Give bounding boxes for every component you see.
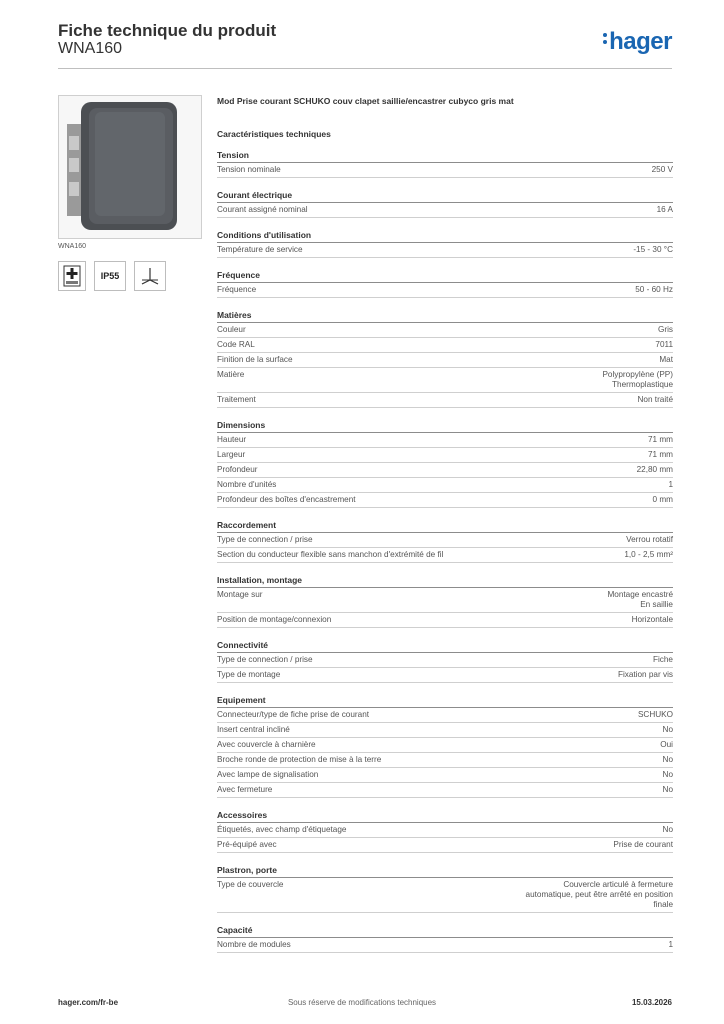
brand-logo	[603, 28, 672, 56]
spec-group-title: Plastron, porte	[217, 864, 673, 878]
spec-row	[217, 283, 673, 298]
spec-row	[217, 533, 673, 548]
spec-label: Fréquence	[217, 285, 257, 294]
spec-label: Avec fermeture	[217, 785, 273, 794]
spec-label: Avec lampe de signalisation	[217, 770, 319, 779]
spec-row	[217, 393, 673, 408]
logo-text: hager	[609, 28, 672, 55]
spec-group-title: Tension	[217, 149, 673, 163]
spec-label: Position de montage/connexion	[217, 615, 332, 624]
spec-group	[217, 269, 673, 298]
spec-label: Étiquetés, avec champ d'étiquetage	[217, 825, 347, 834]
spec-row	[217, 493, 673, 508]
spec-label: Type de couvercle	[217, 880, 284, 889]
spec-row	[217, 478, 673, 493]
socket-image-icon	[59, 96, 201, 238]
spec-group	[217, 924, 673, 953]
spec-value: No	[662, 725, 673, 734]
spec-group	[217, 864, 673, 913]
spec-value: 16 A	[656, 205, 673, 214]
spec-value: 71 mm	[647, 450, 673, 459]
spec-group	[217, 309, 673, 408]
spec-group	[217, 574, 673, 628]
spec-label: Courant assigné nominal	[217, 205, 308, 214]
spec-group-title: Courant électrique	[217, 189, 673, 203]
spec-group-title: Conditions d'utilisation	[217, 229, 673, 243]
spec-label: Tension nominale	[217, 165, 281, 174]
spec-row	[217, 463, 673, 478]
product-reference: WNA160	[58, 40, 123, 57]
spec-row	[217, 653, 673, 668]
spec-value: Mat	[659, 355, 673, 364]
spec-group	[217, 189, 673, 218]
spec-value: 1,0 - 2,5 mm²	[624, 550, 673, 559]
spec-label: Matière	[217, 370, 245, 379]
spec-group-title: Connectivité	[217, 639, 673, 653]
spec-value: No	[662, 785, 673, 794]
spec-label: Traitement	[217, 395, 256, 404]
spec-group	[217, 809, 673, 853]
spec-value: Fixation par vis	[617, 670, 673, 679]
spec-value: 0 mm	[652, 495, 673, 504]
spec-label: Température de service	[217, 245, 303, 254]
spec-row	[217, 738, 673, 753]
spec-row	[217, 448, 673, 463]
footer-date: 15.03.2026	[631, 998, 672, 1007]
mounting-badge	[134, 261, 166, 291]
spec-value: Montage encastré En saillie	[607, 590, 673, 609]
spec-row	[217, 203, 673, 218]
plus-cross-icon	[63, 265, 81, 287]
spec-label: Nombre d'unités	[217, 480, 277, 489]
spec-groups	[217, 149, 673, 953]
spec-value: No	[662, 770, 673, 779]
spec-group	[217, 519, 673, 563]
spec-group	[217, 639, 673, 683]
spec-label: Nombre de modules	[217, 940, 291, 949]
product-photo	[58, 95, 202, 239]
spec-group-title: Equipement	[217, 694, 673, 708]
spec-label: Largeur	[217, 450, 246, 459]
spec-value: Fiche	[652, 655, 673, 664]
logo-dots-icon	[603, 30, 608, 47]
spec-value: No	[662, 755, 673, 764]
spec-label: Connecteur/type de fiche prise de courant	[217, 710, 370, 719]
spec-label: Type de connection / prise	[217, 655, 313, 664]
spec-value: Verrou rotatif	[626, 535, 673, 544]
spec-label: Pré-équipé avec	[217, 840, 277, 849]
spec-row	[217, 323, 673, 338]
spec-row	[217, 838, 673, 853]
spec-row	[217, 878, 673, 913]
footer-url: hager.com/fr-be	[58, 998, 119, 1007]
spec-row	[217, 163, 673, 178]
spec-label: Insert central incliné	[217, 725, 290, 734]
spec-value: Horizontale	[631, 615, 673, 624]
spec-label: Avec couvercle à charnière	[217, 740, 316, 749]
spec-row	[217, 823, 673, 838]
spec-label: Profondeur des boîtes d'encastrement	[217, 495, 356, 504]
spec-row	[217, 338, 673, 353]
spec-label: Montage sur	[217, 590, 263, 599]
spec-label: Hauteur	[217, 435, 247, 444]
spec-value: Couvercle articulé à fermeture automatique, peut être arrêté en position finale	[525, 880, 673, 909]
spec-row	[217, 783, 673, 798]
spec-row	[217, 368, 673, 393]
spec-row	[217, 668, 673, 683]
spec-row	[217, 753, 673, 768]
spec-value: 1	[668, 940, 673, 949]
spec-value: Non traité	[637, 395, 673, 404]
spec-label: Broche ronde de protection de mise à la terre	[217, 755, 382, 764]
spec-group-title: Accessoires	[217, 809, 673, 823]
spec-label: Code RAL	[217, 340, 255, 349]
spec-group-title: Matières	[217, 309, 673, 323]
spec-label: Type de montage	[217, 670, 281, 679]
spec-value: Gris	[657, 325, 673, 334]
spec-group-title: Capacité	[217, 924, 673, 938]
spec-value: 7011	[655, 340, 673, 349]
spec-value: Oui	[660, 740, 673, 749]
header-divider	[58, 68, 672, 69]
spec-label: Couleur	[217, 325, 246, 334]
spec-group-title: Installation, montage	[217, 574, 673, 588]
spec-group	[217, 694, 673, 798]
spec-value: 71 mm	[647, 435, 673, 444]
spec-value: 1	[668, 480, 673, 489]
photo-caption: WNA160	[58, 243, 87, 250]
spec-row	[217, 708, 673, 723]
spec-content	[217, 96, 673, 964]
spec-group-title: Fréquence	[217, 269, 673, 283]
safety-badge	[58, 261, 86, 291]
spec-label: Section du conducteur flexible sans manchon d'extrémité de fil	[217, 550, 444, 559]
spec-group	[217, 419, 673, 508]
spec-group	[217, 149, 673, 178]
spec-value: SCHUKO	[637, 710, 673, 719]
spec-label: Finition de la surface	[217, 355, 293, 364]
spec-value: Prise de courant	[613, 840, 673, 849]
spec-row	[217, 243, 673, 258]
spec-value: 50 - 60 Hz	[635, 285, 673, 294]
spec-row	[217, 353, 673, 368]
ip-rating-label: IP55	[100, 271, 120, 281]
spec-row	[217, 548, 673, 563]
spec-value: 22,80 mm	[636, 465, 673, 474]
spec-row	[217, 768, 673, 783]
spec-label: Type de connection / prise	[217, 535, 313, 544]
spec-row	[217, 613, 673, 628]
page-title: Fiche technique du produit	[58, 21, 277, 40]
spec-row	[217, 723, 673, 738]
spec-row	[217, 938, 673, 953]
spec-value: No	[662, 825, 673, 834]
spec-label: Profondeur	[217, 465, 258, 474]
spec-section-title: Caractéristiques techniques	[217, 129, 331, 139]
fork-symbol-icon	[139, 266, 161, 286]
spec-value: Polypropylène (PP) Thermoplastique	[602, 370, 673, 389]
spec-group-title: Dimensions	[217, 419, 673, 433]
spec-value: -15 - 30 °C	[633, 245, 673, 254]
footer-notice: Sous réserve de modifications techniques	[287, 998, 437, 1007]
product-description: Mod Prise courant SCHUKO couv clapet saillie/encastrer cubyco gris mat	[217, 96, 514, 106]
spec-group-title: Raccordement	[217, 519, 673, 533]
spec-group	[217, 229, 673, 258]
ip-rating-badge	[94, 261, 126, 291]
spec-row	[217, 588, 673, 613]
spec-value: 250 V	[651, 165, 673, 174]
spec-row	[217, 433, 673, 448]
